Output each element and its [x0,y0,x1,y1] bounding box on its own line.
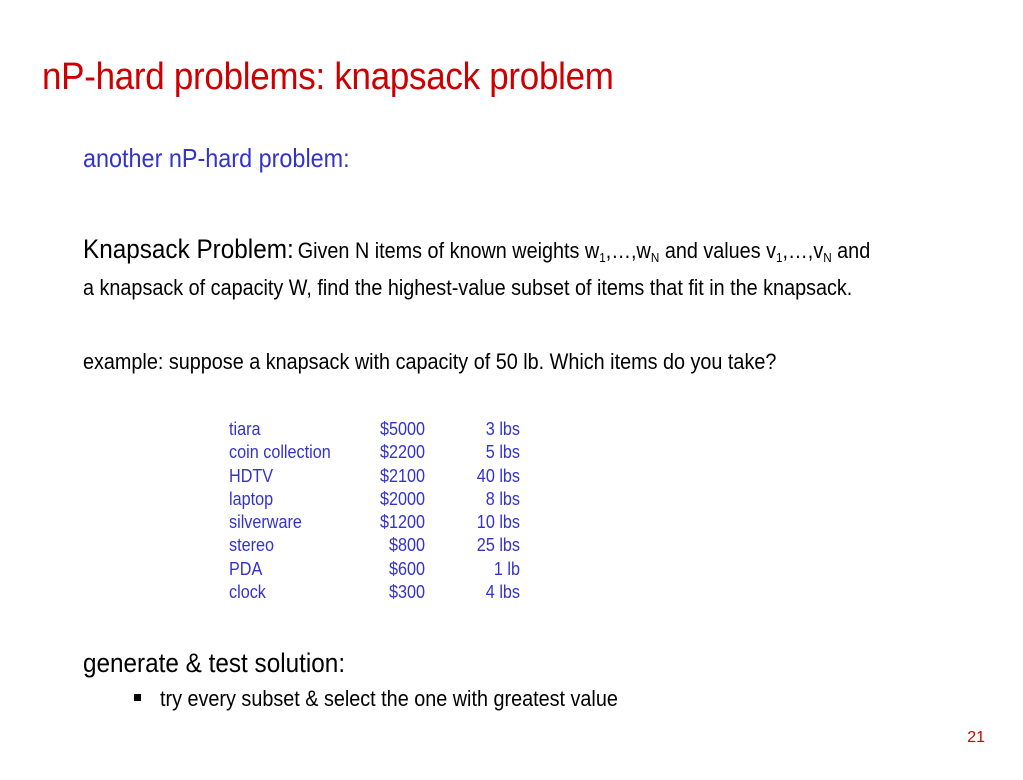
solution-heading: generate & test solution: [83,648,346,678]
item-name: stereo [229,535,275,556]
item-price-cell [375,488,425,511]
item-weight: 4 lbs [485,582,521,603]
item-price-cell [375,441,425,464]
table-row [229,488,520,511]
problem-text-part: and values v [659,238,776,263]
item-weight: 8 lbs [485,488,521,509]
subscript: 1 [599,250,606,265]
bullet-text: try every subset & select the one with greatest value [160,686,618,711]
problem-line-1 [83,232,893,271]
item-price-cell [375,534,425,557]
item-name-cell [229,441,375,464]
item-weight: 5 lbs [485,442,521,463]
subscript: N [650,250,660,265]
slide-title: nP-hard problems: knapsack problem [42,56,614,98]
item-weight: 3 lbs [485,419,521,439]
table-row [229,441,520,464]
item-name-cell [229,465,375,488]
item-price: $1200 [380,512,426,533]
table-row [229,581,520,604]
item-weight: 10 lbs [476,512,521,533]
item-name-cell [229,581,375,604]
item-name: PDA [229,558,263,579]
item-price-cell [375,581,425,604]
table-row [229,558,520,581]
item-name-cell [229,418,375,441]
item-name: HDTV [229,465,274,486]
problem-text [298,238,870,263]
item-weight-cell [425,558,520,581]
item-name-cell [229,534,375,557]
page-number: 21 [967,729,985,746]
items-table [229,418,520,604]
table-row [229,418,520,441]
item-price: $5000 [380,419,426,439]
item-weight-cell [425,581,520,604]
item-weight: 40 lbs [476,465,521,486]
item-price-cell [375,465,425,488]
square-bullet-icon [134,694,141,701]
table-row [229,534,520,557]
subscript: 1 [776,250,783,265]
table-row [229,511,520,534]
subtitle: another nP-hard problem: [83,143,350,173]
item-weight: 1 lb [493,558,521,579]
problem-text-part: Given N items of known weights w [297,238,600,263]
item-name-cell [229,488,375,511]
item-weight-cell [425,418,520,441]
item-name: laptop [229,488,274,509]
item-weight-cell [425,534,520,557]
problem-lead: Knapsack Problem: [83,234,294,264]
problem-line-2: a knapsack of capacity W, find the highest-value subset of items that fit in the knapsack. [83,275,853,300]
item-price: $2000 [380,488,426,509]
item-weight-cell [425,465,520,488]
problem-statement [83,232,983,305]
bullet-item [134,686,669,712]
item-name: silverware [229,512,302,533]
item-name: clock [229,582,266,603]
table-row [229,465,520,488]
item-name-cell [229,558,375,581]
item-price-cell [375,418,425,441]
item-price-cell [375,558,425,581]
item-name-cell [229,511,375,534]
example-text: example: suppose a knapsack with capacity of 50 lb. Which items do you take? [83,349,777,374]
subscript: N [823,250,832,265]
item-price: $300 [389,582,426,603]
item-weight-cell [425,511,520,534]
item-price-cell [375,511,425,534]
item-weight-cell [425,441,520,464]
problem-text-part: ,…,w [605,238,651,263]
item-name: tiara [229,419,261,439]
item-price: $800 [389,535,426,556]
item-weight: 25 lbs [476,535,521,556]
item-name: coin collection [229,442,331,463]
item-price: $2100 [380,465,426,486]
problem-text-part: and [831,238,871,263]
problem-text-part: ,…,v [782,238,824,263]
item-price: $2200 [380,442,426,463]
item-price: $600 [389,558,426,579]
item-weight-cell [425,488,520,511]
